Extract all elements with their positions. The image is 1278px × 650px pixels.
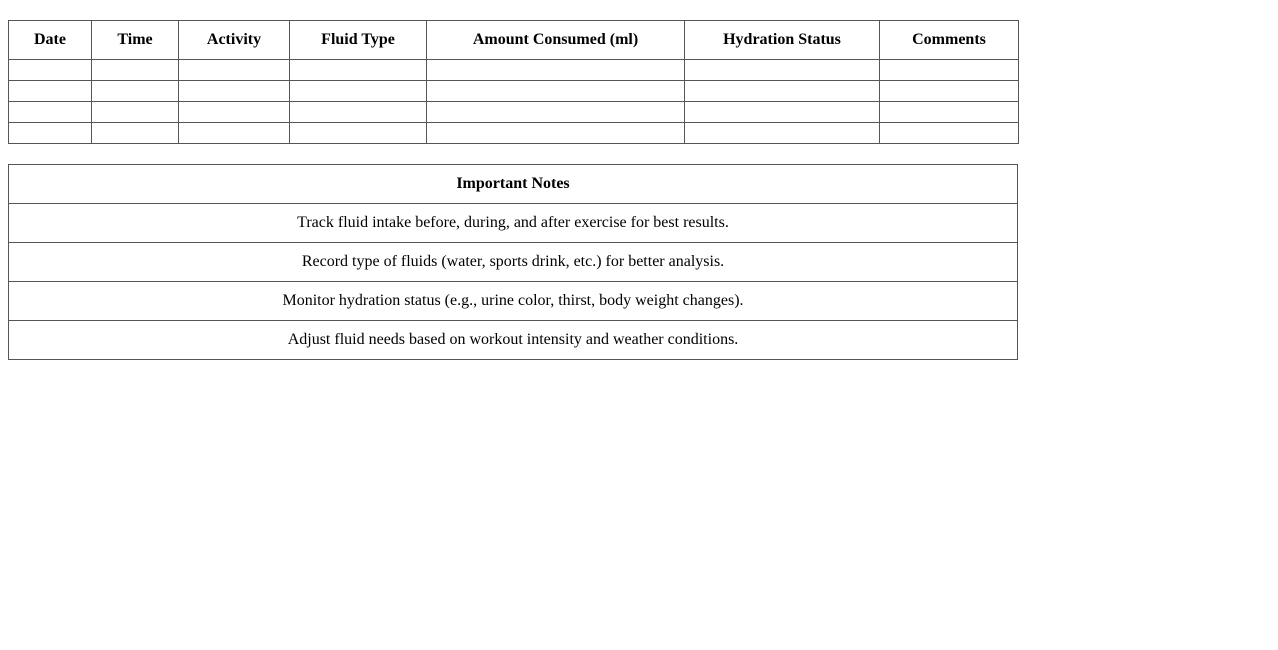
header-row: [9, 21, 1019, 60]
cell-date[interactable]: [9, 81, 92, 102]
cell-time[interactable]: [92, 81, 179, 102]
cell-fluid-type[interactable]: [290, 60, 427, 81]
note-row: [9, 282, 1018, 321]
table-row: [9, 60, 1019, 81]
cell-fluid-type[interactable]: [290, 123, 427, 144]
header-activity: Activity: [179, 21, 290, 60]
cell-comments[interactable]: [880, 123, 1019, 144]
cell-time[interactable]: [92, 123, 179, 144]
table-row: [9, 123, 1019, 144]
cell-activity[interactable]: [179, 81, 290, 102]
cell-date[interactable]: [9, 123, 92, 144]
cell-activity[interactable]: [179, 60, 290, 81]
note-item: Adjust fluid needs based on workout intensity and weather conditions.: [9, 321, 1018, 360]
note-row: [9, 321, 1018, 360]
header-fluid-type: Fluid Type: [290, 21, 427, 60]
hydration-log-table: [8, 20, 1019, 144]
cell-time[interactable]: [92, 60, 179, 81]
header-hydration-status: Hydration Status: [685, 21, 880, 60]
notes-title: Important Notes: [9, 165, 1018, 204]
cell-activity[interactable]: [179, 102, 290, 123]
cell-fluid-type[interactable]: [290, 102, 427, 123]
cell-hydration-status[interactable]: [685, 60, 880, 81]
notes-header-row: [9, 165, 1018, 204]
cell-time[interactable]: [92, 102, 179, 123]
header-date: Date: [9, 21, 92, 60]
cell-fluid-type[interactable]: [290, 81, 427, 102]
header-comments: Comments: [880, 21, 1019, 60]
cell-comments[interactable]: [880, 102, 1019, 123]
note-item: Record type of fluids (water, sports drink, etc.) for better analysis.: [9, 243, 1018, 282]
cell-amount-consumed[interactable]: [427, 123, 685, 144]
page-content: [8, 20, 1018, 360]
cell-comments[interactable]: [880, 60, 1019, 81]
cell-amount-consumed[interactable]: [427, 60, 685, 81]
table-row: [9, 102, 1019, 123]
cell-hydration-status[interactable]: [685, 81, 880, 102]
cell-comments[interactable]: [880, 81, 1019, 102]
cell-amount-consumed[interactable]: [427, 102, 685, 123]
cell-amount-consumed[interactable]: [427, 81, 685, 102]
header-amount-consumed: Amount Consumed (ml): [427, 21, 685, 60]
cell-date[interactable]: [9, 60, 92, 81]
cell-hydration-status[interactable]: [685, 123, 880, 144]
cell-hydration-status[interactable]: [685, 102, 880, 123]
important-notes-table: [8, 164, 1018, 360]
note-row: [9, 243, 1018, 282]
note-row: [9, 204, 1018, 243]
note-item: Track fluid intake before, during, and after exercise for best results.: [9, 204, 1018, 243]
header-time: Time: [92, 21, 179, 60]
table-row: [9, 81, 1019, 102]
cell-date[interactable]: [9, 102, 92, 123]
note-item: Monitor hydration status (e.g., urine color, thirst, body weight changes).: [9, 282, 1018, 321]
cell-activity[interactable]: [179, 123, 290, 144]
